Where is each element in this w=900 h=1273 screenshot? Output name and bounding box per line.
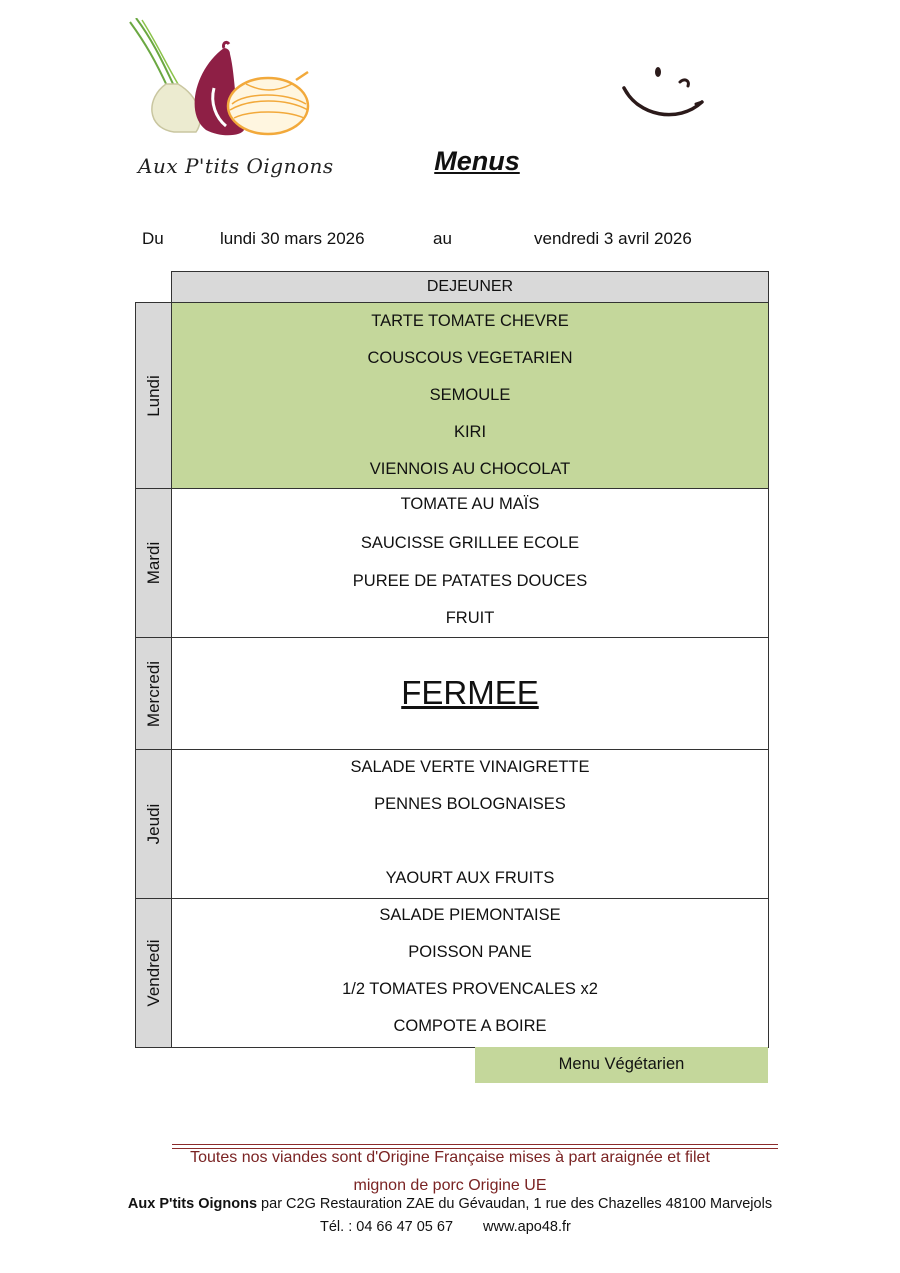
page-title: Menus [434,146,520,176]
vegetarian-legend: Menu Végétarien [475,1047,768,1083]
meal-header: DEJEUNER [171,271,769,303]
brand-name: Aux P'tits Oignons [138,154,334,178]
menu-item: COMPOTE A BOIRE [393,1017,547,1035]
company-name: Aux P'tits Oignons [127,1196,258,1212]
menu-item: PENNES BOLOGNAISES [374,795,566,813]
menu-item: COUSCOUS VEGETARIEN [367,349,573,367]
origin-notice-line1: Toutes nos viandes sont d'Origine Française mises à part araignée et filet [190,1149,710,1166]
menu-item: SEMOULE [429,386,511,404]
day-label-mercredi: Mercredi [135,637,172,750]
onions-logo [126,18,311,136]
smiley-icon [618,58,710,130]
menu-item: YAOURT AUX FRUITS [385,869,555,887]
company-address [100,1196,800,1212]
day-cell-mercredi [171,637,769,750]
address-text: par C2G Restauration ZAE du Gévaudan, 1 rue des Chazelles 48100 Marvejols [257,1196,773,1212]
menu-item: FRUIT [445,609,495,627]
day-label-mardi: Mardi [135,488,172,638]
day-cell-lundi [171,302,769,489]
menu-item: 1/2 TOMATES PROVENCALES x2 [342,980,598,998]
phone-number: Tél. : 04 66 47 05 67 [320,1219,454,1235]
website-link[interactable]: www.apo48.fr [483,1219,571,1235]
day-label-jeudi: Jeudi [135,749,172,899]
date-end: vendredi 3 avril 2026 [534,229,692,248]
day-cell-jeudi [171,749,769,899]
day-label-vendredi: Vendredi [135,898,172,1048]
day-cell-vendredi [171,898,769,1048]
date-au-label: au [433,229,452,248]
menu-item: SAUCISSE GRILLEE ECOLE [360,534,580,552]
menu-item: SALADE VERTE VINAIGRETTE [350,758,590,776]
menu-item: KIRI [453,423,487,441]
menu-item: VIENNOIS AU CHOCOLAT [369,460,571,478]
day-cell-mardi [171,488,769,638]
menu-item: TARTE TOMATE CHEVRE [371,312,569,330]
closed-notice: FERMEE [401,674,539,711]
date-start: lundi 30 mars 2026 [220,229,365,248]
menu-item: PUREE DE PATATES DOUCES [352,572,588,590]
date-du-label: Du [142,229,164,248]
origin-notice-line2: mignon de porc Origine UE [353,1177,547,1194]
menu-item: POISSON PANE [408,943,532,961]
menu-item: TOMATE AU MAÏS [400,495,540,513]
menu-item: SALADE PIEMONTAISE [379,906,561,924]
day-label-lundi: Lundi [135,302,172,489]
